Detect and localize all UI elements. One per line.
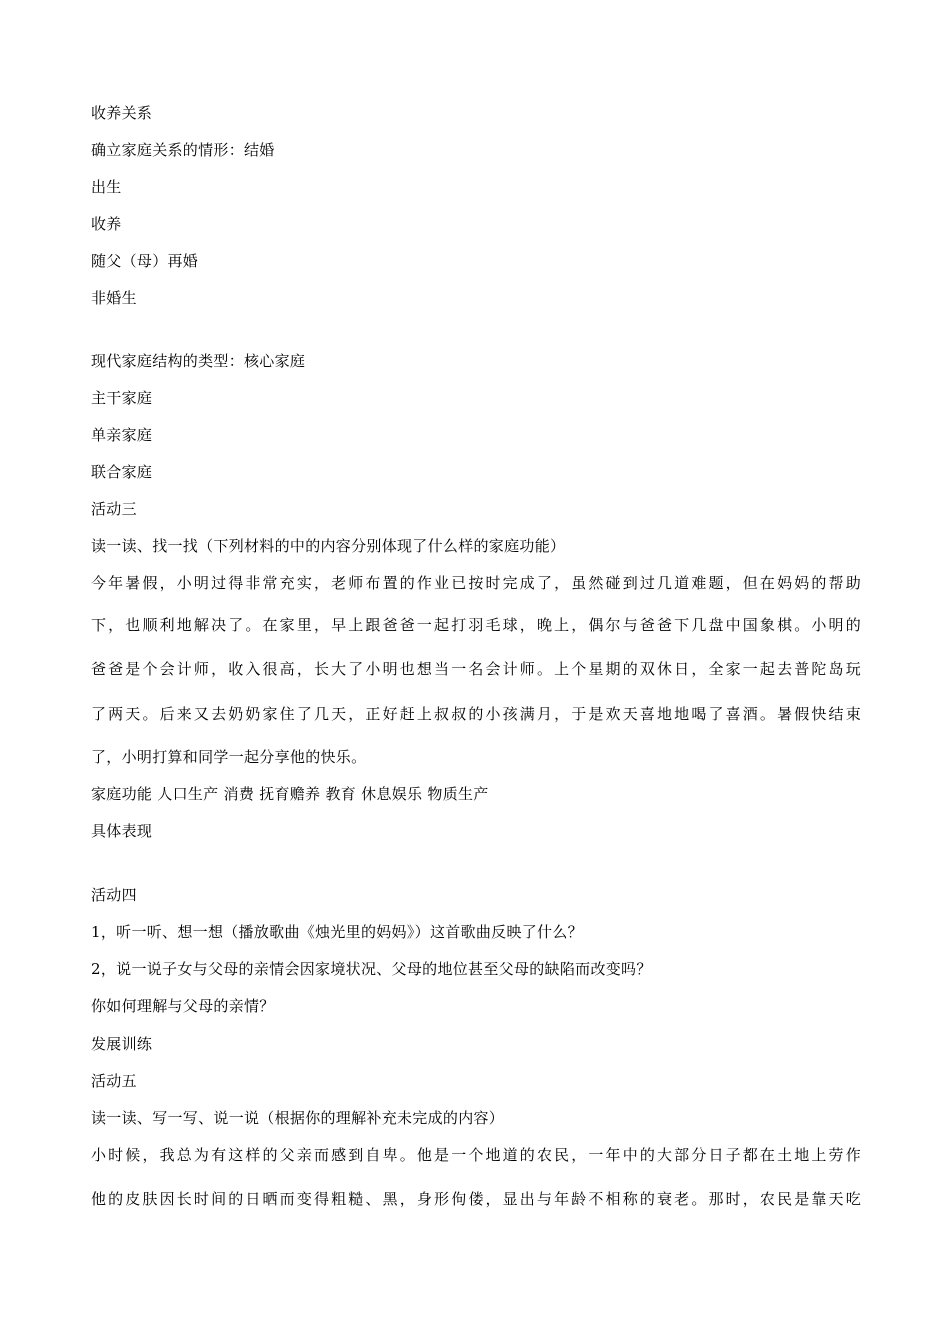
- heading-adoption-relation: 收养关系: [91, 104, 153, 122]
- text-stem-family: 主干家庭: [91, 389, 153, 407]
- text-single-parent-family: 单亲家庭: [91, 426, 153, 444]
- text-activity-five-instruction: 读一读、写一写、说一说（根据你的理解补充未完成的内容）: [91, 1109, 505, 1127]
- text-activity-three-instruction: 读一读、找一找（下列材料的中的内容分别体现了什么样的家庭功能）: [91, 537, 566, 555]
- heading-activity-three: 活动三: [91, 500, 137, 518]
- text-family-structure-types: 现代家庭结构的类型：核心家庭: [91, 352, 306, 370]
- text-birth: 出生: [91, 178, 122, 196]
- text-question-3: 你如何理解与父母的亲情？: [91, 997, 275, 1015]
- heading-development-training: 发展训练: [91, 1035, 153, 1053]
- heading-activity-five: 活动五: [91, 1072, 137, 1090]
- paragraph-line-3: 爸爸是个会计师，收入很高，长大了小明也想当一名会计师。上个星期的双休日，全家一起去普陀岛玩: [91, 660, 861, 678]
- text-specific-manifestation: 具体表现: [91, 822, 153, 840]
- text-question-1: 1，听一听、想一想（播放歌曲《烛光里的妈妈》）这首歌曲反映了什么？: [91, 923, 583, 941]
- text-nonmarital-birth: 非婚生: [91, 289, 137, 307]
- paragraph-line-5: 了，小明打算和同学一起分享他的快乐。: [91, 748, 367, 766]
- story-line-1: 小时候，我总为有这样的父亲而感到自卑。他是一个地道的农民，一年中的大部分日子都在土地上劳作: [91, 1146, 861, 1164]
- text-joint-family: 联合家庭: [91, 463, 153, 481]
- paragraph-line-2: 下，也顺利地解决了。在家里，早上跟爸爸一起打羽毛球，晚上，偶尔与爸爸下几盘中国象棋。小明的: [91, 616, 861, 634]
- text-remarriage: 随父（母）再婚: [91, 252, 199, 270]
- paragraph-line-1: 今年暑假，小明过得非常充实，老师布置的作业已按时完成了，虽然碰到过几道难题，但在妈妈的帮助: [91, 574, 861, 592]
- text-family-relation-cases: 确立家庭关系的情形：结婚: [91, 141, 275, 159]
- text-question-2: 2，说一说子女与父母的亲情会因家境状况、父母的地位甚至父母的缺陷而改变吗？: [91, 960, 652, 978]
- paragraph-line-4: 了两天。后来又去奶奶家住了几天，正好赶上叔叔的小孩满月，于是欢天喜地地喝了喜酒。暑假快结束: [91, 705, 861, 723]
- heading-activity-four: 活动四: [91, 886, 137, 904]
- story-line-2: 他的皮肤因长时间的日晒而变得粗糙、黑，身形佝偻，显出与年龄不相称的衰老。那时，农民是靠天吃: [91, 1190, 861, 1208]
- text-family-functions-row: 家庭功能 人口生产 消费 抚育赡养 教育 休息娱乐 物质生产: [91, 785, 489, 803]
- text-adoption: 收养: [91, 215, 122, 233]
